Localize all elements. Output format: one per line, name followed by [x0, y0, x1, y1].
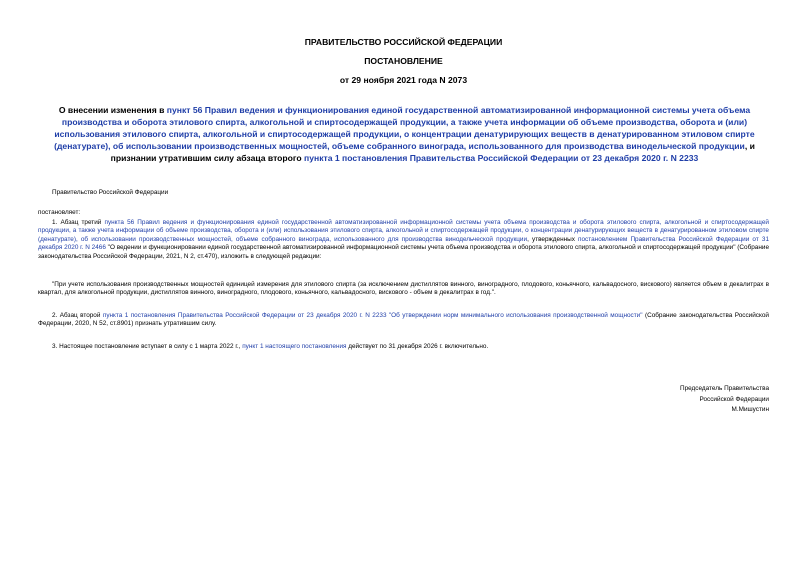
p3-link-point-1[interactable]: пункт 1: [242, 343, 264, 350]
p1-link-rules-p56[interactable]: пункта 56 Правил ведения и функционирования единой государственной автоматизированной информационной системы учета объема производства и оборота этилового спирта, алкогольной и спиртосодержащей продукции, а также учета информации об объеме производства, оборота и (или) использования этилового спирта, алкогольной и спиртосодержащей продукции, о концентрации денатурирующих веществ в денатурированном этиловом спирте (денатурате), об использовании производственных мощностей, объеме собранного винограда, использованного для производства винодельческой продукции: [38, 219, 769, 243]
signature-position: Председатель Правительства: [680, 385, 769, 392]
paragraph-3: [52, 343, 769, 351]
decrees-word: постановляет:: [38, 209, 81, 216]
signature-country: Российской Федерации: [699, 395, 769, 403]
signature-name: М.Мишустин: [731, 406, 769, 414]
p1-text-a: 1. Абзац третий: [52, 219, 105, 226]
document-type: ПОСТАНОВЛЕНИЕ: [364, 56, 443, 66]
quoted-new-text: "При учете использования производственных мощностей единицей измерения для этилового спирта (за исключением дистиллятов винного, виноградного, плодового, коньячного, кальвадосного, вискового) является объем в декалитрах в квартал, для алкогольной продукции, дистиллятов винного, виноградного, плодового, коньячного, кальвадосного, вискового - объем в декалитрах в год.".: [38, 281, 769, 297]
p2-text-a: 2. Абзац второй: [52, 312, 103, 319]
p2-link-decree-2233[interactable]: пункта 1 постановления Правительства Российской Федерации от 23 декабря 2020 г. N 2233 "Об утверждении норм минимального использования производственной мощности": [102, 312, 643, 319]
p3-link-this-decree[interactable]: настоящего постановления: [265, 343, 347, 350]
p1-text-b: , утвержденных: [527, 235, 579, 243]
title-middle: , и признании утратившим силу абзаца второго: [110, 141, 755, 163]
issuer: Правительство Российской Федерации: [52, 189, 169, 196]
p3-text-c: действует по 31 декабря 2026 г. включительно.: [346, 343, 489, 350]
p2-text-b: (Собрание законодательства Российской Федерации, 2020, N 52, ст.8901) признать утратившим силу.: [38, 312, 769, 328]
signature-block: [680, 384, 769, 416]
paragraph-2: [38, 312, 769, 329]
paragraph-1: [38, 219, 769, 261]
p3-text-a: 3. Настоящее постановление вступает в силу с 1 марта 2022 г.,: [52, 343, 243, 350]
title-link-rules-p56[interactable]: пункт 56 Правил ведения и функционирования единой государственной автоматизированной информационной системы учета объема производства и оборота этилового спирта, алкогольной и спиртосодержащей продукции, а также учета информации об объеме производства, оборота и (или) использования этилового спирта, алкогольной и спиртосодержащей продукции, о концентрации денатурирующих веществ в денатурированном этиловом спирте (денатурате), об использовании производственных мощностей, объеме собранного винограда, использованного для производства винодельческой продукции: [54, 105, 755, 151]
document-title: [36, 104, 773, 164]
title-link-decree-2233[interactable]: пункта 1 постановления Правительства Российской Федерации от 23 декабря 2020 г. N 2233: [304, 153, 699, 163]
title-prefix: О внесении изменения в: [58, 105, 167, 115]
p1-text-c: "О ведении и функционировании единой государственной автоматизированной информационной системы учета объема производства и оборота этилового спирта, алкогольной и спиртосодержащей продукции" (Собрание законодательства Российской Федерации, 2021, N 2, ст.470), изложить в следующей редакции:: [38, 244, 769, 260]
date-number: от 29 ноября 2021 года N 2073: [339, 75, 468, 85]
p1-link-decree-2466[interactable]: постановлением Правительства Российской Федерации от 31 декабря 2020 г. N 2466: [38, 235, 769, 252]
government-heading: ПРАВИТЕЛЬСТВО РОССИЙСКОЙ ФЕДЕРАЦИИ: [304, 37, 503, 47]
